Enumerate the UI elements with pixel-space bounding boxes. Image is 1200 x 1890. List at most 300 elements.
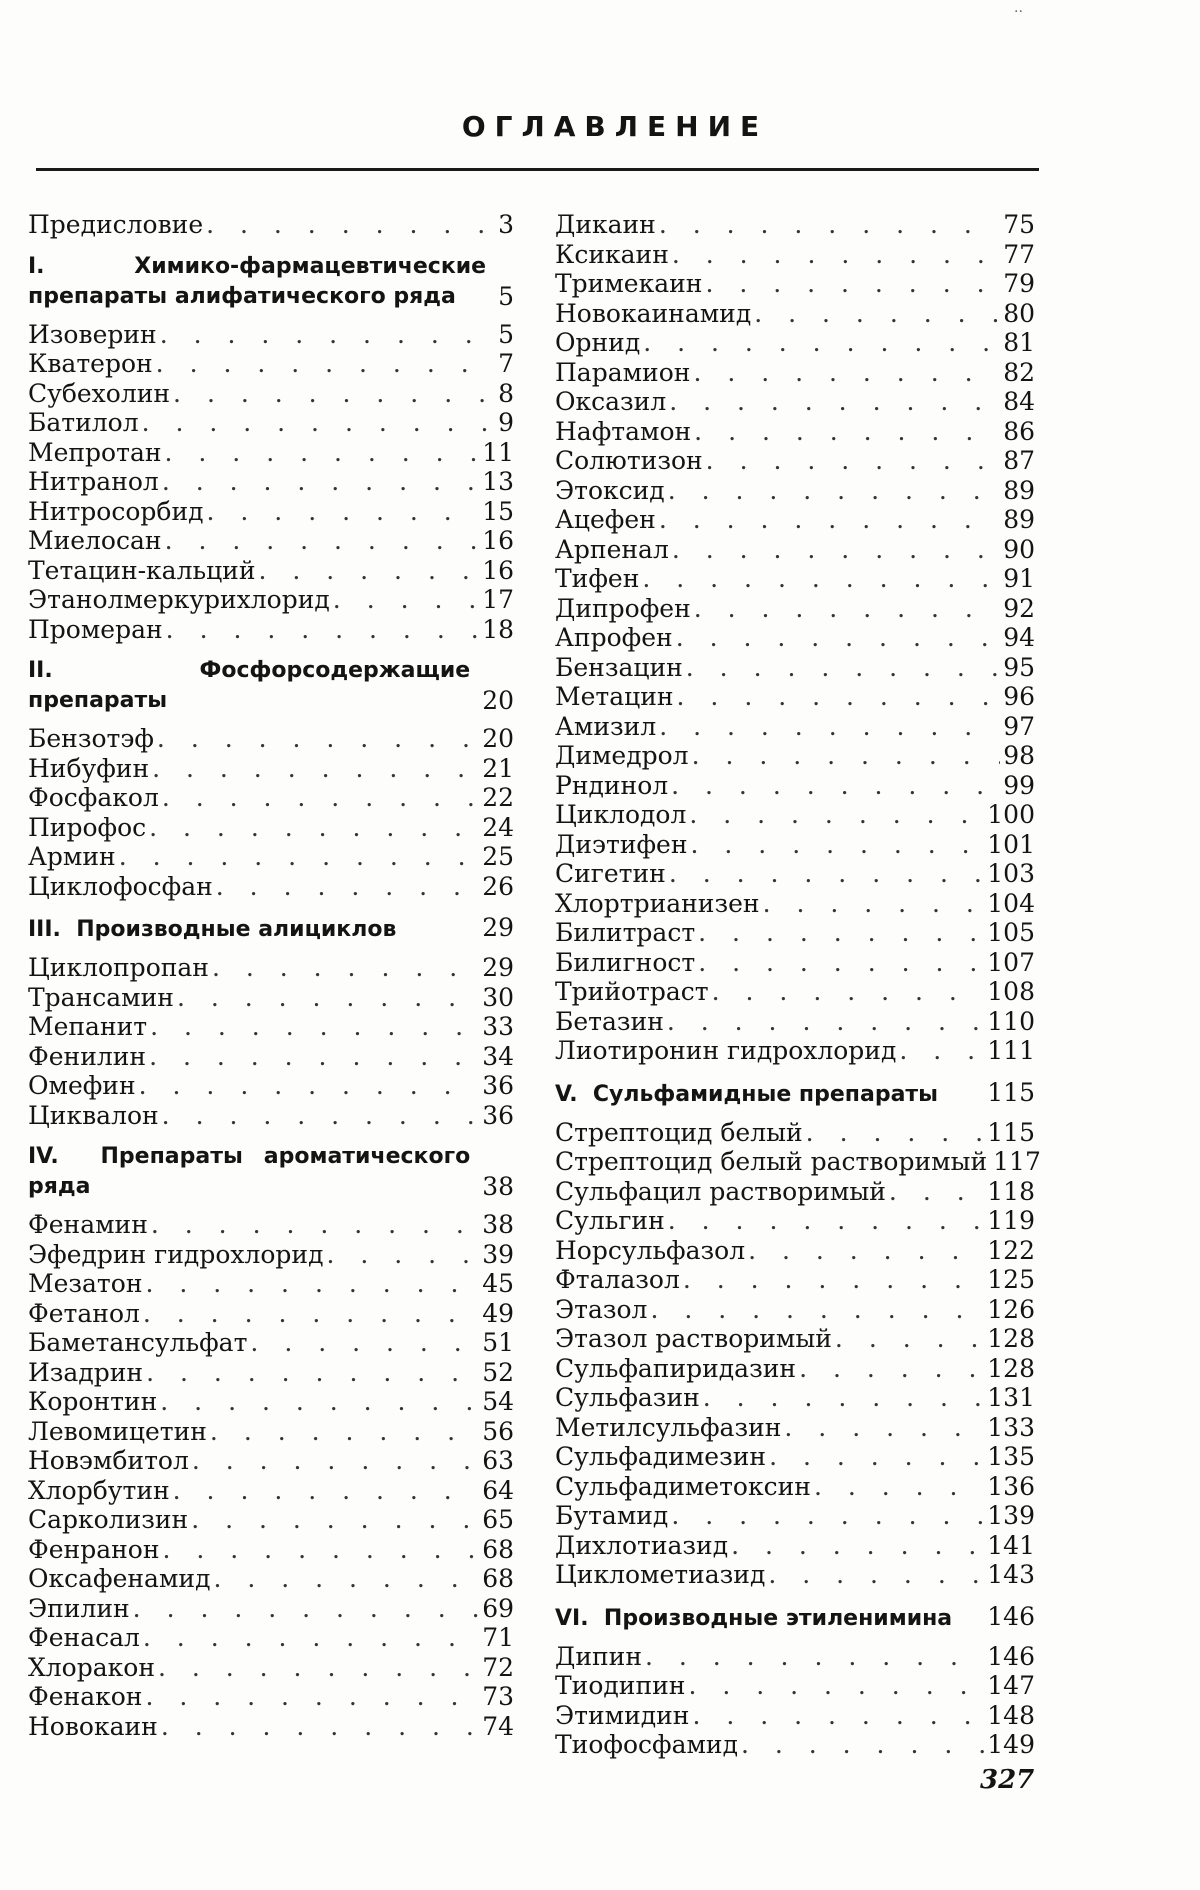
- section-page: 38: [482, 1172, 514, 1201]
- toc-entry-page: 69: [482, 1593, 514, 1623]
- toc-entry-page: 107: [987, 947, 1035, 977]
- toc-entry: [28, 1101, 514, 1131]
- toc-entry-label: Баметансульфат: [28, 1328, 248, 1357]
- toc-entry-page: 49: [482, 1298, 514, 1328]
- toc-entry: [555, 240, 1035, 270]
- toc-entry: [555, 476, 1035, 506]
- toc-entry-label: Левомицетин: [28, 1416, 207, 1446]
- toc-entry-page: 3: [498, 210, 514, 239]
- toc-entry-label: Нитросорбид: [28, 496, 204, 526]
- dot-leader: [784, 1413, 984, 1443]
- toc-entry-label: Сульгин: [555, 1206, 665, 1235]
- dot-leader: [712, 977, 985, 1007]
- dot-leader: [149, 1042, 479, 1072]
- toc-entry: [555, 1295, 1035, 1325]
- toc-entry-page: 87: [1003, 446, 1035, 475]
- section-text: Сульфамидные препараты: [592, 1081, 939, 1107]
- dot-leader: [143, 1299, 479, 1329]
- toc-entry-page: 147: [987, 1671, 1035, 1700]
- toc-entry: [28, 1594, 514, 1624]
- dot-leader: [142, 408, 496, 438]
- toc-entry-label: Мепротан: [28, 437, 162, 467]
- toc-entry-page: 51: [482, 1328, 514, 1357]
- toc-entry-label: Циклометиазид: [555, 1560, 766, 1589]
- toc-entry: [555, 505, 1035, 535]
- toc-entry-page: 149: [987, 1730, 1035, 1759]
- toc-entry: [555, 1354, 1035, 1384]
- toc-entry-label: Субехолин: [28, 378, 171, 408]
- toc-entry-label: Новэмбитол: [28, 1446, 189, 1475]
- toc-entry-page: 135: [987, 1442, 1035, 1471]
- dot-leader: [165, 438, 480, 468]
- toc-entry-label: Норсульфазол: [555, 1235, 746, 1265]
- toc-entry-page: 117: [993, 1147, 1041, 1176]
- toc-entry: [555, 977, 1035, 1007]
- dot-leader: [173, 1476, 480, 1506]
- toc-entry-page: 91: [1003, 564, 1035, 593]
- toc-entry: [28, 1446, 514, 1476]
- dot-leader: [748, 1236, 984, 1266]
- toc-entry-label: Фенакон: [28, 1682, 143, 1711]
- section-page: 115: [987, 1077, 1035, 1107]
- section-title: [28, 252, 486, 312]
- toc-entry-label: Солютизон: [555, 446, 703, 475]
- toc-entry-label: Циклопропан: [28, 953, 209, 982]
- toc-entry-page: 92: [1003, 593, 1035, 623]
- toc-entry-label: Бутамид: [555, 1501, 669, 1530]
- toc-entry: [555, 1701, 1035, 1731]
- toc-entry: [555, 1560, 1035, 1590]
- dot-leader: [206, 210, 495, 240]
- toc-entry-page: 100: [987, 800, 1035, 829]
- toc-entry-page: 84: [1003, 387, 1035, 416]
- dot-leader: [694, 417, 1000, 447]
- dot-leader: [207, 497, 480, 527]
- toc-entry-label: Сульфадимезин: [555, 1442, 767, 1471]
- dot-leader: [162, 783, 479, 813]
- toc-entry-page: 136: [987, 1471, 1035, 1501]
- toc-entry-page: 5: [498, 319, 514, 349]
- toc-entry-page: 98: [1003, 741, 1035, 770]
- toc-entry: [28, 1535, 514, 1565]
- toc-entry-page: 95: [1003, 652, 1035, 682]
- dot-leader: [683, 1265, 984, 1295]
- toc-entry-page: 82: [1003, 357, 1035, 387]
- toc-section-heading: [28, 1142, 514, 1202]
- toc-entry-label: Оксафенамид: [28, 1564, 211, 1593]
- toc-entry-label: Тиофосфамид: [555, 1730, 738, 1759]
- dot-leader: [769, 1442, 984, 1472]
- toc-entry: [555, 1501, 1035, 1531]
- toc-entry: [28, 842, 514, 872]
- toc-entry: [28, 1623, 514, 1653]
- toc-entry-label: Диэтифен: [555, 829, 688, 859]
- dot-leader: [677, 682, 1001, 712]
- toc-entry-label: Мепанит: [28, 1012, 148, 1041]
- toc-right-column: [555, 210, 1041, 1760]
- section-title: [28, 915, 482, 945]
- dot-leader: [210, 1417, 479, 1447]
- toc-entry-label: Пирофос: [28, 812, 147, 842]
- toc-entry-page: 119: [987, 1206, 1035, 1235]
- section-text: Фосфорсодержащие препараты: [28, 658, 471, 713]
- toc-entry: [28, 408, 514, 438]
- toc-entry-page: 8: [498, 378, 514, 408]
- dot-leader: [676, 623, 1001, 653]
- dot-leader: [216, 872, 479, 902]
- toc-entry-label: Нитранол: [28, 467, 159, 496]
- toc-entry: [555, 328, 1035, 358]
- toc-entry-label: Этазол растворимый: [555, 1324, 832, 1353]
- toc-entry: [555, 269, 1035, 299]
- title-divider: [36, 168, 1039, 171]
- toc-entry-page: 11: [482, 437, 514, 467]
- dot-leader: [145, 1682, 479, 1712]
- page-number: 327: [980, 1765, 1035, 1795]
- toc-entry-page: 79: [1003, 269, 1035, 298]
- dot-leader: [889, 1177, 984, 1207]
- toc-entry: [555, 1177, 1035, 1207]
- toc-entry: [28, 1476, 514, 1506]
- toc-entry-page: 118: [987, 1176, 1035, 1206]
- dot-leader: [213, 1564, 479, 1594]
- toc-entry-label: Сульфацил растворимый: [555, 1176, 886, 1206]
- section-page: 20: [482, 686, 514, 715]
- toc-entry-page: 21: [482, 753, 514, 783]
- dot-leader: [899, 1036, 984, 1066]
- section-text: Препараты ароматического ряда: [28, 1144, 471, 1199]
- toc-entry: [28, 953, 514, 983]
- toc-entry-label: Амизил: [555, 711, 657, 741]
- dot-leader: [799, 1354, 984, 1384]
- toc-entry-label: Нибуфин: [28, 753, 150, 783]
- toc-entry: [28, 320, 514, 350]
- dot-leader: [145, 1269, 479, 1299]
- toc-entry: [28, 872, 514, 902]
- toc-entry-label: Новокаин: [28, 1711, 158, 1741]
- dot-leader: [671, 1501, 984, 1531]
- toc-entry-page: 22: [482, 783, 514, 812]
- toc-entry: [28, 1299, 514, 1329]
- toc-entry-page: 63: [482, 1446, 514, 1475]
- toc-entry-label: Тифен: [555, 564, 640, 593]
- section-numeral: VI.: [555, 1605, 589, 1631]
- toc-entry: [555, 1383, 1035, 1413]
- dot-leader: [326, 1240, 479, 1270]
- toc-entry-label: Предисловие: [28, 210, 204, 239]
- toc-entry-page: 68: [482, 1534, 514, 1564]
- dot-leader: [691, 830, 985, 860]
- toc-entry: [28, 813, 514, 843]
- toc-entry: [555, 623, 1035, 653]
- toc-entry-label: Бетазин: [555, 1006, 664, 1036]
- toc-entry-page: 25: [482, 842, 514, 871]
- toc-entry: [555, 210, 1035, 240]
- dot-leader: [150, 1012, 479, 1042]
- toc-entry-page: 30: [482, 982, 514, 1012]
- section-numeral: V.: [555, 1081, 578, 1107]
- toc-entry-label: Метилсульфазин: [555, 1412, 782, 1442]
- dot-leader: [149, 813, 479, 843]
- toc-entry: [555, 1007, 1035, 1037]
- toc-entry-label: Дипрофен: [555, 593, 691, 623]
- toc-entry: [28, 754, 514, 784]
- dot-leader: [686, 653, 1000, 683]
- toc-entry-label: Дикаин: [555, 210, 656, 239]
- toc-entry-label: Билигност: [555, 947, 696, 977]
- toc-entry-page: 89: [1003, 475, 1035, 505]
- dot-leader: [693, 358, 1000, 388]
- dot-leader: [161, 1712, 479, 1742]
- toc-entry: [555, 1730, 1035, 1760]
- dot-leader: [163, 1535, 480, 1565]
- toc-entry: [555, 800, 1035, 830]
- toc-entry-page: 99: [1003, 770, 1035, 800]
- dot-leader: [173, 379, 495, 409]
- toc-entry-page: 110: [987, 1006, 1035, 1036]
- toc-entry-label: Рндинол: [555, 770, 669, 800]
- dot-leader: [151, 1210, 479, 1240]
- toc-entry: [28, 438, 514, 468]
- dot-leader: [768, 1560, 984, 1590]
- toc-entry: [28, 526, 514, 556]
- dot-leader: [645, 1642, 984, 1672]
- toc-entry-page: 39: [482, 1239, 514, 1269]
- toc-entry: [555, 1236, 1035, 1266]
- toc-entry-label: Новокаинамид: [555, 298, 752, 328]
- toc-entry-label: Стрептоцид белый: [555, 1117, 803, 1147]
- toc-entry: [555, 1147, 1041, 1177]
- toc-entry-page: 148: [987, 1700, 1035, 1730]
- dot-leader: [694, 594, 1000, 624]
- dot-leader: [160, 1387, 479, 1417]
- toc-entry: [28, 1653, 514, 1683]
- dot-leader: [192, 1446, 479, 1476]
- toc-entry-page: 52: [482, 1357, 514, 1387]
- dot-leader: [698, 918, 984, 948]
- toc-entry: [28, 497, 514, 527]
- toc-entry: [555, 594, 1035, 624]
- toc-entry-page: 71: [482, 1623, 514, 1652]
- toc-entry: [555, 771, 1035, 801]
- toc-entry-page: 45: [482, 1269, 514, 1298]
- dot-leader: [688, 1671, 984, 1701]
- toc-entry-page: 115: [987, 1117, 1035, 1147]
- section-title: [28, 656, 470, 716]
- toc-entry: [555, 417, 1035, 447]
- toc-entry: [28, 467, 514, 497]
- toc-entry-label: Стрептоцид белый растворимый: [555, 1147, 988, 1176]
- toc-entry-label: Сульфапиридазин: [555, 1353, 797, 1383]
- toc-entry-page: 86: [1003, 416, 1035, 446]
- toc-entry-label: Омефин: [28, 1071, 136, 1100]
- toc-entry: [555, 653, 1035, 683]
- toc-entry: [28, 1210, 514, 1240]
- toc-entry: [555, 299, 1035, 329]
- toc-entry-label: Хлортрианизен: [555, 888, 760, 918]
- toc-entry: [28, 783, 514, 813]
- toc-entry-label: Коронтин: [28, 1387, 158, 1416]
- toc-entry-page: 33: [482, 1012, 514, 1041]
- toc-entry: [555, 1472, 1035, 1502]
- dot-leader: [158, 1653, 479, 1683]
- section-numeral: IV.: [28, 1144, 59, 1169]
- dot-leader: [191, 1505, 479, 1535]
- toc-entry-page: 36: [482, 1100, 514, 1130]
- toc-entry-label: Нафтамон: [555, 416, 692, 446]
- toc-entry-page: 20: [482, 724, 514, 753]
- toc-entry: [555, 1036, 1035, 1066]
- toc-entry-page: 111: [987, 1036, 1035, 1065]
- dot-leader: [162, 1101, 480, 1131]
- toc-entry-label: Дипин: [555, 1641, 642, 1671]
- toc-entry-page: 105: [987, 918, 1035, 947]
- toc-entry-label: Кватерон: [28, 349, 153, 378]
- toc-entry-page: 36: [482, 1071, 514, 1100]
- toc-entry-page: 94: [1003, 623, 1035, 652]
- toc-entry-label: Фталазол: [555, 1265, 680, 1294]
- dot-leader: [692, 1701, 984, 1731]
- corner-mark: ..: [1014, 0, 1023, 16]
- toc-entry: [555, 918, 1035, 948]
- toc-entry-label: Фенасал: [28, 1623, 140, 1652]
- toc-entry-page: 72: [482, 1652, 514, 1682]
- dot-leader: [156, 349, 495, 379]
- dot-leader: [133, 1594, 480, 1624]
- dot-leader: [672, 535, 1000, 565]
- toc-entry: [555, 1206, 1035, 1236]
- dot-leader: [160, 320, 495, 350]
- toc-entry-label: Тетацин-кальций: [28, 555, 256, 585]
- dot-leader: [672, 240, 1000, 270]
- toc-entry-label: Лиотиронин гидрохлорид: [555, 1036, 897, 1065]
- toc-entry: [555, 535, 1035, 565]
- toc-entry: [28, 349, 514, 379]
- dot-leader: [705, 269, 1000, 299]
- toc-entry-label: Фетанол: [28, 1298, 140, 1328]
- toc-entry: [28, 1387, 514, 1417]
- section-text: Химико-фармацевтические препараты алифатического ряда: [28, 253, 487, 309]
- dot-leader: [146, 1358, 479, 1388]
- toc-entry-page: 80: [1003, 298, 1035, 328]
- toc-entry: [28, 1682, 514, 1712]
- toc-section-heading: [28, 656, 514, 716]
- toc-entry: [28, 1240, 514, 1270]
- toc-entry-page: 122: [987, 1235, 1035, 1265]
- toc-entry: [555, 1642, 1035, 1672]
- section-numeral: II.: [28, 658, 53, 683]
- toc-section-heading: [555, 1602, 1035, 1634]
- toc-entry-page: 73: [482, 1682, 514, 1711]
- toc-entry: [555, 387, 1035, 417]
- dot-leader: [152, 754, 479, 784]
- toc-entry: [28, 210, 514, 240]
- dot-leader: [668, 476, 1000, 506]
- toc-entry-page: 18: [482, 614, 514, 644]
- toc-entry-label: Бензотэф: [28, 724, 154, 753]
- toc-entry-label: Орнид: [555, 328, 641, 357]
- dot-leader: [806, 1118, 985, 1148]
- toc-entry-label: Фенранон: [28, 1534, 160, 1564]
- toc-entry: [555, 859, 1035, 889]
- dot-leader: [668, 1206, 985, 1236]
- dot-leader: [166, 615, 480, 645]
- toc-entry-label: Эпилин: [28, 1593, 130, 1623]
- toc-entry: [555, 948, 1035, 978]
- toc-entry-page: 9: [498, 408, 514, 437]
- dot-leader: [162, 467, 479, 497]
- dot-leader: [643, 328, 1000, 358]
- toc-entry: [28, 1328, 514, 1358]
- toc-entry-page: 75: [1003, 210, 1035, 239]
- dot-leader: [650, 1295, 984, 1325]
- toc-entry-page: 97: [1003, 711, 1035, 741]
- toc-entry: [28, 1269, 514, 1299]
- toc-entry-page: 16: [482, 555, 514, 585]
- toc-entry-page: 13: [482, 467, 514, 496]
- toc-entry: [555, 564, 1035, 594]
- section-page: 5: [498, 281, 514, 311]
- dot-leader: [814, 1472, 984, 1502]
- toc-entry-page: 104: [987, 888, 1035, 918]
- dot-leader: [669, 859, 984, 889]
- toc-entry-label: Этазол: [555, 1294, 648, 1324]
- toc-entry-label: Хлоракон: [28, 1652, 155, 1682]
- toc-entry-page: 128: [987, 1353, 1035, 1383]
- toc-entry-label: Мезатон: [28, 1269, 143, 1298]
- page-title: ОГЛАВЛЕНИЕ: [461, 110, 769, 143]
- toc-entry-label: Эфедрин гидрохлорид: [28, 1239, 324, 1269]
- toc-entry: [555, 741, 1035, 771]
- toc-entry-page: 54: [482, 1387, 514, 1416]
- toc-entry-label: Изоверин: [28, 319, 157, 349]
- toc-entry-label: Дихлотиазид: [555, 1530, 729, 1560]
- dot-leader: [689, 800, 984, 830]
- toc-entry-page: 38: [482, 1210, 514, 1239]
- dot-leader: [642, 564, 1000, 594]
- toc-left-column: [28, 210, 514, 1741]
- dot-leader: [706, 446, 1001, 476]
- toc-entry-page: 128: [987, 1324, 1035, 1353]
- toc-entry-page: 74: [482, 1711, 514, 1741]
- toc-entry-label: Апрофен: [555, 623, 673, 652]
- toc-entry-label: Парамион: [555, 357, 691, 387]
- toc-entry: [555, 682, 1035, 712]
- dot-leader: [698, 948, 984, 978]
- section-numeral: I.: [28, 253, 45, 279]
- toc-entry-label: Фосфакол: [28, 783, 159, 812]
- toc-entry-label: Миелосан: [28, 526, 162, 555]
- toc-entry-page: 24: [482, 812, 514, 842]
- toc-entry-label: Тримекаин: [555, 269, 703, 298]
- toc-entry-label: Батилол: [28, 408, 139, 437]
- toc-entry: [555, 889, 1035, 919]
- section-title: [28, 1142, 470, 1202]
- toc-entry-page: 17: [482, 585, 514, 614]
- dot-leader: [258, 556, 479, 586]
- toc-entry: [28, 1012, 514, 1042]
- toc-entry-label: Димедрол: [555, 741, 689, 770]
- toc-entry: [28, 1071, 514, 1101]
- toc-entry: [555, 1442, 1035, 1472]
- toc-entry: [28, 1042, 514, 1072]
- toc-entry-label: Трийотраст: [555, 977, 709, 1006]
- toc-entry-label: Тиодипин: [555, 1671, 686, 1700]
- dot-leader: [177, 983, 479, 1013]
- toc-entry-label: Циквалон: [28, 1100, 159, 1130]
- toc-entry: [28, 1564, 514, 1594]
- toc-entry: [28, 1417, 514, 1447]
